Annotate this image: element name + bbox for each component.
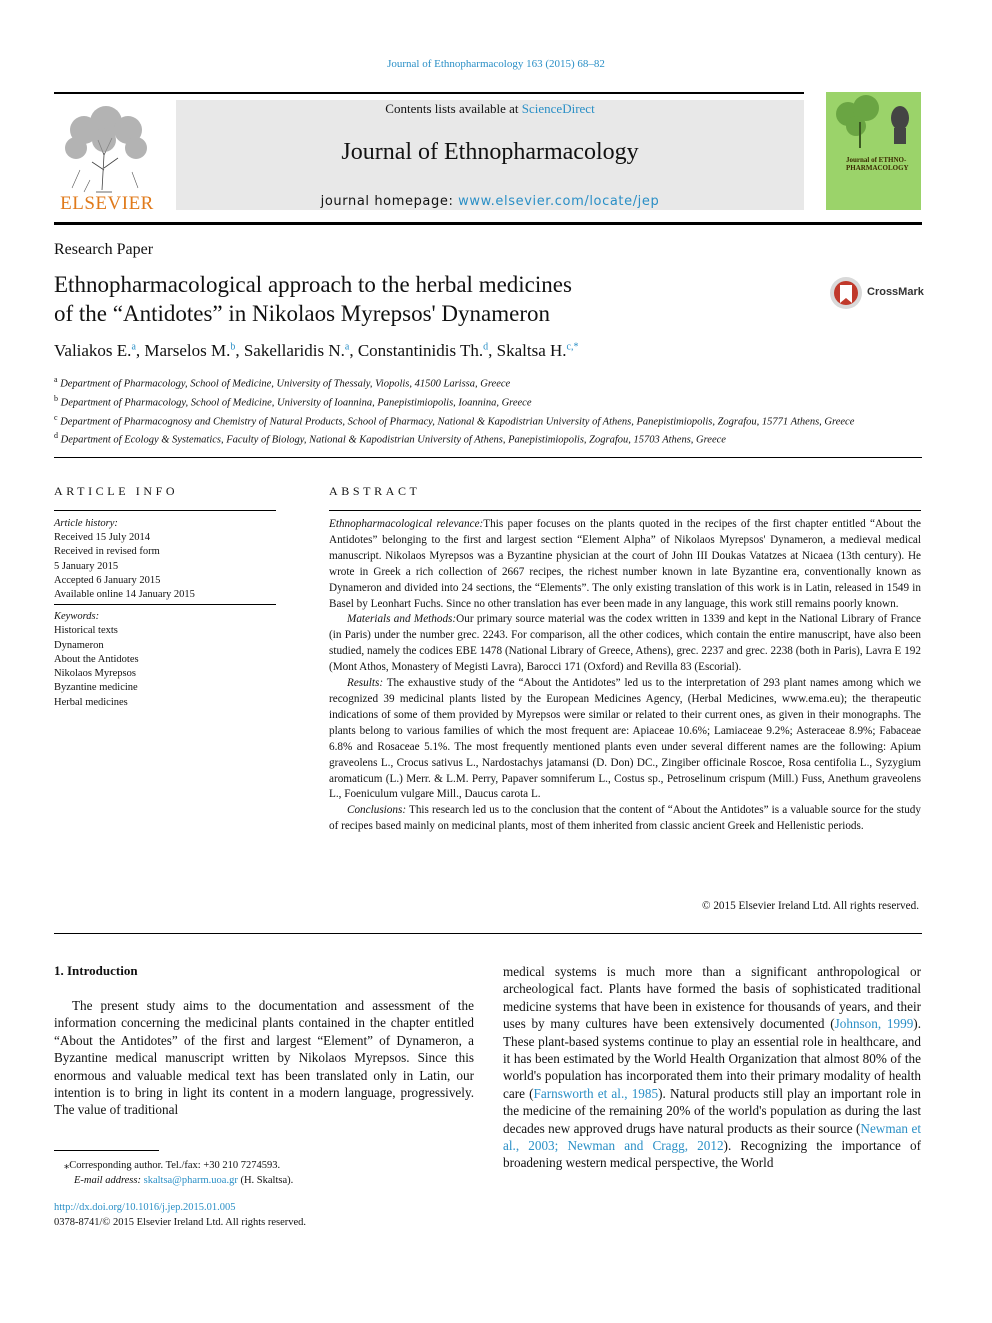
abstract-methods: [329, 612, 921, 676]
intro-text: ). Natural products still play an important role in the medicine of the remaining 20% of the world's population as during the last decades new approved drugs have natural products as their source (: [503, 1085, 922, 1136]
email-label: E-mail address:: [74, 1174, 144, 1186]
affiliation-text: Department of Ecology & Systematics, Faculty of Biology, National & Kapodistrian University of Athens, Panepistimiopolis, Zografou, 15703 Athens, Greece: [60, 434, 726, 446]
affiliation-text: Department of Pharmacognosy and Chemistry of Natural Products, School of Pharmacy, National & Kapodistrian University of Athens, Panepistimiopolis, Zografou, 15771 Athens, Greece: [60, 416, 855, 428]
author-separator: ,: [488, 341, 497, 360]
issn-line: 0378-8741/© 2015 Elsevier Ireland Ltd. All rights reserved.: [54, 1216, 307, 1228]
intro-text: ). Recognizing the importance of broadening western medical perspective, the World: [503, 1138, 921, 1171]
reference-link[interactable]: Newman et al., 2003; Newman and Cragg, 2012: [503, 1120, 921, 1154]
abstract-heading: ABSTRACT: [329, 484, 421, 498]
abstract-relevance: [329, 517, 921, 612]
affiliations-rule: [54, 457, 922, 458]
footnote-rule: [54, 1150, 159, 1151]
doi-link[interactable]: http://dx.doi.org/10.1016/j.jep.2015.01.005: [54, 1202, 236, 1213]
author-separator: ,: [135, 341, 145, 360]
relevance-label: Ethnopharmacological relevance:: [329, 518, 484, 530]
history-item: Available online 14 January 2015: [54, 589, 195, 601]
homepage-line: [176, 194, 804, 209]
affiliation: [54, 429, 922, 448]
crossmark-label: CrossMark: [867, 286, 924, 298]
affiliation-marker: a: [54, 375, 58, 384]
conclusions-text: This research led us to the conclusion that the content of “About the Antidotes” is a valuable source for the study of recipes based mainly on medicinal plants, most of them inherited from classic ancient Greek and Hellenistic periods.: [329, 804, 921, 833]
email-suffix: (H. Skaltsa).: [237, 1174, 294, 1186]
keyword: Herbal medicines: [54, 696, 128, 708]
affiliation-text: Department of Pharmacology, School of Medicine, University of Thessaly, Viopolis, 41500 Larissa, Greece: [60, 378, 511, 390]
contents-prefix: Contents lists available at: [385, 101, 522, 116]
keyword: Nikolaos Myrepsos: [54, 668, 136, 680]
intro-paragraph: The present study aims to the documentation and assessment of the information concerning the medicinal plants contained in the chapter entitled “About the Antidotes” of the first and largest “Element” of Dynameron, a Byzantine medical manuscript written by Nikolaos Myrepsos. Since this enormous and valuable medical text has been translated only in Latin, our intention is to bring in light its content in a modern language, progressively. The value of traditional: [54, 998, 474, 1118]
crossmark-button[interactable]: [829, 276, 992, 310]
history-label: Article history:: [54, 518, 118, 529]
history-item: Received in revised form: [54, 546, 160, 558]
email-note: [54, 1174, 474, 1189]
article-history: [54, 517, 276, 602]
journal-citation[interactable]: Journal of Ethnopharmacology 163 (2015) 68–82: [387, 58, 605, 70]
affiliation-text: Department of Pharmacology, School of Medicine, University of Ioannina, Panepistimiopolis, Ioannina, Greece: [60, 397, 532, 409]
author-affiliation-marker[interactable]: d: [483, 341, 489, 353]
reference-link[interactable]: Farnsworth et al., 1985: [533, 1085, 659, 1101]
keyword: Dynameron: [54, 639, 104, 651]
intro-right-column: [503, 963, 921, 1172]
title-line-1: Ethnopharmacological approach to the herbal medicines: [54, 272, 572, 297]
affiliation-marker: c: [54, 412, 58, 422]
history-item: Received 15 July 2014: [54, 532, 150, 544]
intro-paragraph-continued: [503, 963, 921, 1172]
keywords: [54, 610, 276, 710]
author-name[interactable]: Valiakos E.: [54, 341, 132, 360]
doi-block: [54, 1201, 474, 1230]
article-info-rule: [54, 510, 276, 511]
abstract-rule: [329, 510, 921, 511]
keyword: Historical texts: [54, 625, 118, 637]
author-name[interactable]: Marselos M.: [144, 341, 231, 360]
contents-line: [176, 101, 804, 117]
elsevier-wordmark: ELSEVIER: [60, 193, 154, 214]
author-list: [54, 341, 579, 361]
header-rule-top: [54, 92, 804, 94]
affiliation: [54, 411, 922, 430]
affiliation-marker: b: [54, 393, 58, 403]
author-affiliation-marker[interactable]: a: [131, 341, 136, 353]
keywords-rule: [54, 604, 276, 605]
affiliations: [54, 373, 922, 448]
email-link[interactable]: skaltsa@pharm.uoa.gr: [143, 1174, 238, 1186]
journal-cover-thumbnail[interactable]: [826, 92, 921, 210]
keyword: Byzantine medicine: [54, 682, 138, 694]
author-name[interactable]: Constantinidis Th.: [357, 341, 484, 360]
author-affiliation-marker[interactable]: c,*: [566, 341, 579, 353]
article-info-heading: ARTICLE INFO: [54, 484, 179, 498]
cover-illustration-icon: [826, 92, 921, 154]
intro-text: ). These plant-based systems continue to play an essential role in healthcare, and it has been estimated by the World Health Organization that almost 80% of the world's population has incorporated them into their primary modality of health care (: [503, 1016, 921, 1101]
intro-text: medical systems is much more than a significant anthropological or archeological fact. Plants have formed the basis of sophisticated traditional medicine systems that have been in existence for thousands of years, and their uses by many cultures have been extensively documented (: [503, 964, 921, 1032]
intro-left-column: [54, 997, 474, 1119]
abstract-conclusions: [329, 803, 921, 835]
methods-text: Our primary source material was the codex written in 1339 and kept in the National Library of France (in Paris) under the number grec. 2243. For comparison, all the other codices, which contain the entire manuscript, have also been studied, namely the codices EBE 1478 (National Library of Greece, Athens), grec. 2237 and grec. 2238 (both in Paris), Lavra Ε 192 (Mont Athos, Monastery of Megisti Lavra), Barocci 171 (Oxford) and Revilla 83 (Escorial).: [329, 613, 921, 674]
header-rule-bottom: [54, 222, 922, 225]
keyword: About the Antidotes: [54, 653, 139, 665]
corresponding-author-note: ⁎Corresponding author. Tel./fax: +30 210 7274593.: [64, 1160, 281, 1171]
abstract-copyright: © 2015 Elsevier Ireland Ltd. All rights reserved.: [702, 900, 919, 912]
article-title: [54, 270, 754, 328]
homepage-prefix: journal homepage:: [320, 194, 459, 209]
crossmark-icon: [829, 276, 863, 310]
author-separator: ,: [235, 341, 244, 360]
author-affiliation-marker[interactable]: a: [344, 341, 350, 353]
affiliation-marker: d: [54, 431, 58, 441]
results-text: The exhaustive study of the “About the Antidotes” led us to the interpretation of 293 plant names among which we recognized 39 medicinal plants listed by the European Medicines Agency, (Herbal Medicines, www.ema.eu); the therapeutic indications of some of them provided by Myrepsos were similar or related to their current ones, as given in their monographs. The plants belong to various families of which the most frequent are: Apiaceae 10.6%; Lamiaceae 9.2%; Asteraceae 8.9%; Fabaceae 6.8% and Rosaceae 5.1%. The most frequently mentioned plants even under several different names are the following: Apium graveolens L., Crocus sativus L., Nardostachys jatamansi (D. Don) DC., Zingiber officinale Roscoe, Rosa centifolia L., Syzygium aromaticum (L.) Merr. & L.M. Perry, Papaver somniferum L., Costus sp., Petroselinum crispum (Mill.) Fuss, Anethum graveolens L., Foeniculum vulgare Mill., Daucus carota L.: [329, 677, 921, 801]
abstract-results: [329, 676, 921, 803]
author-name[interactable]: Sakellaridis N.: [243, 341, 345, 360]
keywords-label: Keywords:: [54, 611, 100, 622]
affiliation: [54, 392, 922, 411]
sciencedirect-link[interactable]: ScienceDirect: [521, 101, 595, 116]
corresponding-text: Corresponding author. Tel./fax: +30 210 7274593.: [69, 1160, 281, 1171]
section-heading-introduction: 1. Introduction: [54, 963, 138, 978]
methods-label: Materials and Methods:: [347, 613, 457, 626]
footnotes: [54, 1159, 474, 1188]
abstract-body: [329, 517, 921, 835]
results-label: Results:: [347, 677, 384, 690]
reference-link[interactable]: Johnson, 1999: [834, 1016, 914, 1032]
history-item: 5 January 2015: [54, 560, 119, 572]
affiliation: [54, 373, 922, 392]
author-name[interactable]: Skaltsa H.: [496, 341, 567, 360]
journal-name: Journal of Ethnopharmacology: [341, 139, 639, 165]
cover-title: Journal of ETHNO-PHARMACOLOGY: [846, 156, 909, 172]
author-separator: ,: [349, 341, 358, 360]
relevance-text: This paper focuses on the plants quoted in the recipes of the first chapter entitled “About the Antidotes” belonging to the first and largest section “Element Alpha” of Nikolaos Myrepsos' Dynameron, a medieval medical manuscript. Nikolaos Myrepsos was a Byzantine physician at the court of John III Doukas Vatatzes at Nicaea (13th century). He wrote in Greek a rich collection of 2667 recipes, the richest number known in late Byzantine era, conventionally known as Dynameron and divided into 24 sections, the “Elements”. The only existing translation of this work is in Latin, released in 1549 in Basel by Leonhart Fuchs. Since no other translation has ever been made in any language, this work still remains poorly known.: [329, 518, 921, 610]
author-affiliation-marker[interactable]: b: [230, 341, 236, 353]
title-line-2: of the “Antidotes” in Nikolaos Myrepsos' Dynameron: [54, 301, 550, 326]
abstract-end-rule: [54, 933, 922, 934]
article-type: Research Paper: [54, 241, 154, 258]
conclusions-label: Conclusions:: [347, 804, 407, 817]
homepage-link[interactable]: www.elsevier.com/locate/jep: [458, 194, 660, 209]
history-item: Accepted 6 January 2015: [54, 574, 161, 586]
